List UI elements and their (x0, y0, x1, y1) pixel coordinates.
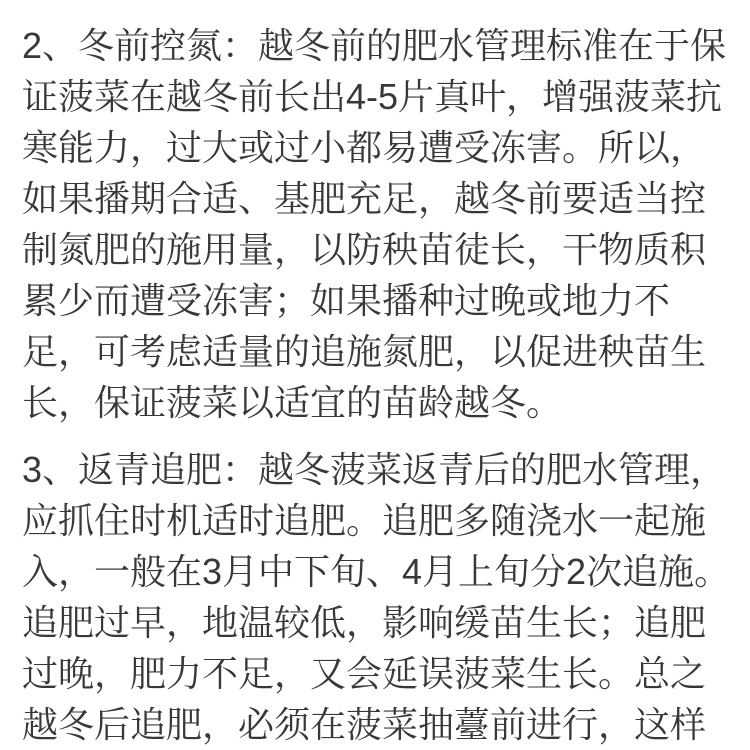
text-line: 2、冬前控氮：越冬前的肥水管理标准在于保 (22, 25, 727, 66)
text-line: 过晚，肥力不足，又会延误菠菜生长。总之 (22, 653, 707, 694)
text-line: 追肥过早，地温较低，影响缓苗生长；追肥 (22, 602, 707, 643)
text-line: 足，可考虑适量的追施氮肥，以促进秧苗生 (22, 331, 707, 372)
text-line: 寒能力，过大或过小都易遭受冻害。所以， (22, 127, 707, 168)
paragraph-spring-topdressing (22, 444, 734, 750)
text-line: 入，一般在3月中下旬、4月上旬分2次追施。 (22, 551, 731, 592)
text-line: 越冬后追肥，必须在菠菜抽薹前进行，这样 (22, 704, 707, 745)
text-line: 制氮肥的施用量，以防秧苗徒长，干物质积 (22, 229, 707, 270)
text-line: 证菠菜在越冬前长出4-5片真叶，增强菠菜抗 (22, 76, 723, 117)
text-line: 3、返青追肥：越冬菠菜返青后的肥水管理， (22, 449, 727, 490)
text-line: 应抓住时机适时追肥。追肥多随浇水一起施 (22, 500, 707, 541)
text-line: 累少而遭受冻害；如果播种过晚或地力不 (22, 280, 671, 321)
text-line: 如果播期合适、基肥充足，越冬前要适当控 (22, 178, 707, 219)
paragraph-winter-nitrogen-control (22, 20, 734, 428)
text-line: 长，保证菠菜以适宜的苗龄越冬。 (22, 382, 563, 423)
